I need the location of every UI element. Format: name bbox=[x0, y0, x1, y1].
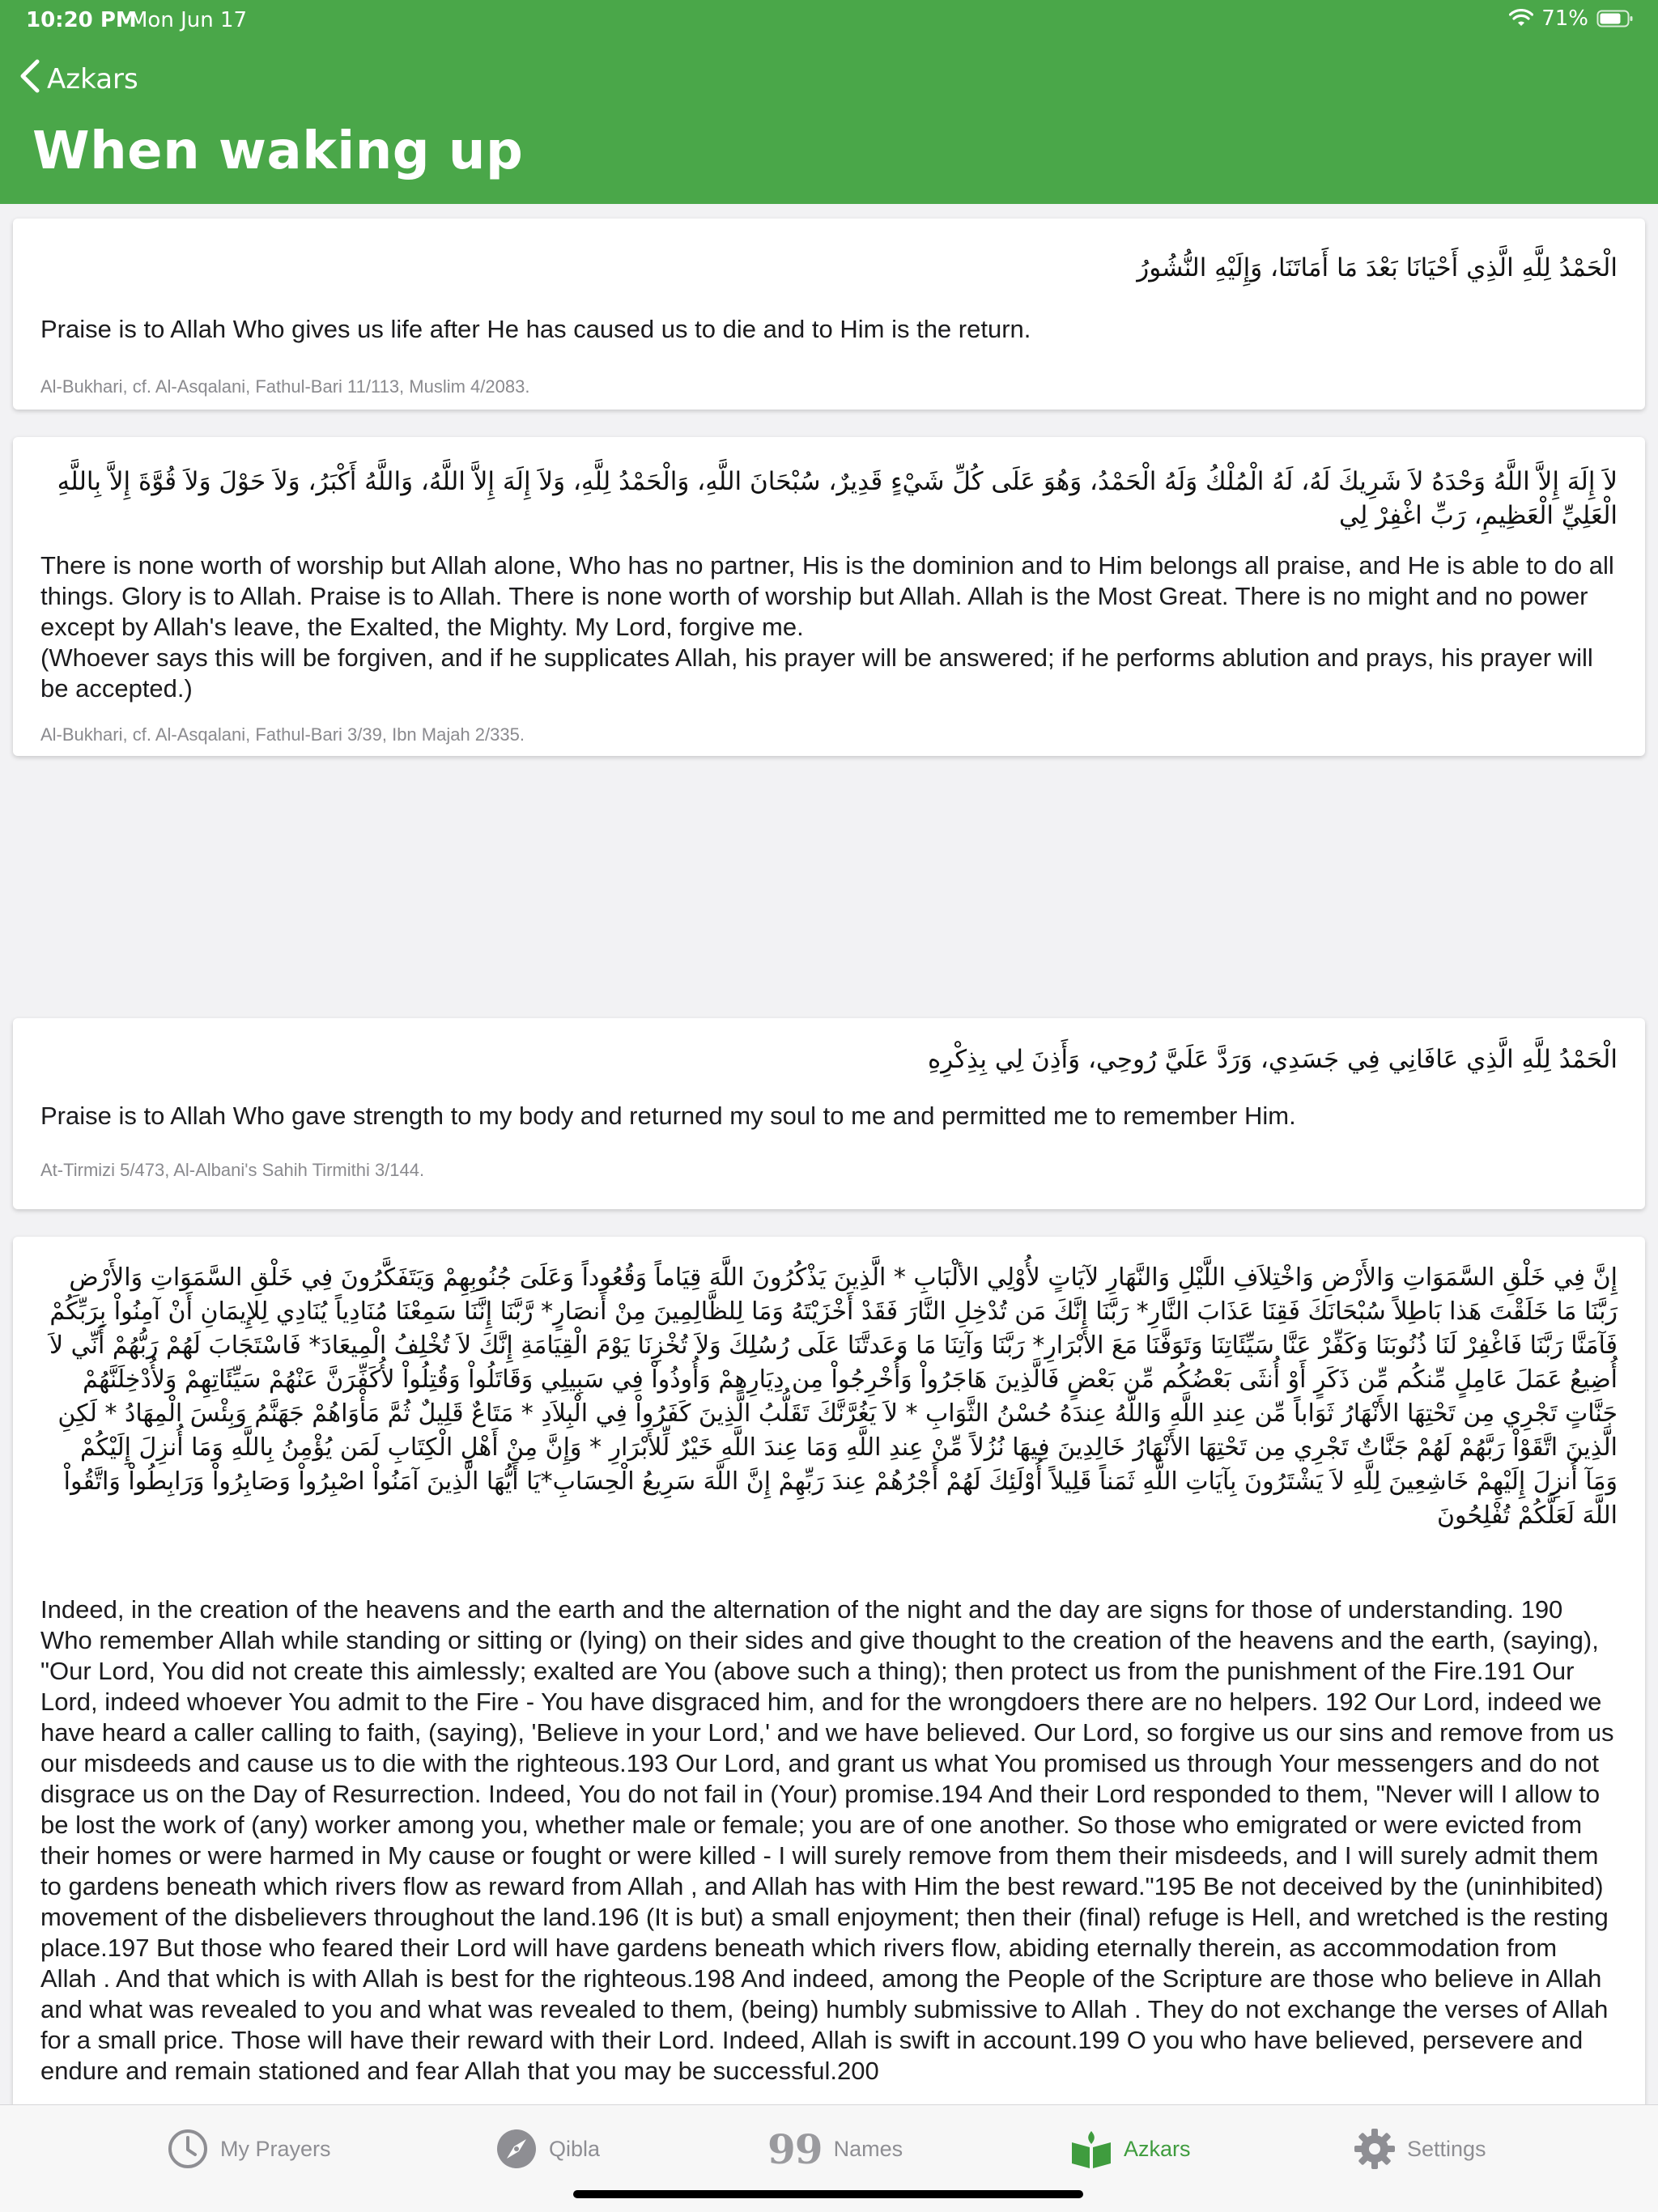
wifi-icon bbox=[1509, 9, 1533, 28]
azkar-arabic: لاَ إِلَهَ إِلاَّ اللَّهُ وَحْدَهُ لاَ شَرِيكَ لَهُ، لَهُ الْمُلْكُ وَلَهُ الْحَمْدُ، وَهُوَ عَلَى كُلِّ شَيْءٍ قَدِيرٌ، سُبْحَانَ اللَّهِ، وَالْحَمْدُ لِلَّهِ، وَلاَ إِلَهَ إِلاَّ اللَّهُ، وَاللَّهُ أَكْبَرُ، وَلاَ حَوْلَ وَلاَ قُوَّةَ إِلاَّ بِاللَّهِ الْعَلِيِّ الْعَظِيمِ، رَبِّ اغْفِرْ لِي bbox=[57, 467, 1618, 530]
battery-icon bbox=[1596, 9, 1634, 28]
tab-settings[interactable] bbox=[1354, 2125, 1486, 2173]
status-time: 10:20 PM bbox=[26, 8, 137, 32]
page-title: When waking up bbox=[32, 121, 524, 181]
nav-header bbox=[0, 0, 1658, 204]
azkar-arabic: إِنَّ فِي خَلْقِ السَّمَوَاتِ وَالأَرْضِ وَاخْتِلاَفِ اللَّيْلِ وَالنَّهَارِ لآيَاتٍ لأُوْلِي الألْبَابِ * الَّذِينَ يَذْكُرُونَ اللَّهَ قِيَاماً وَقُعُوداً وَعَلَىَ جُنُوبِهِمْ وَيَتَفَكَّرُونَ فِي خَلْقِ السَّمَوَاتِ وَالأَرْضِ رَبَّنَا مَا خَلَقْتَ هَذا بَاطِلاً سُبْحَانَكَ فَقِنَا عَذَابَ النَّارِ* رَبَّنَا إِنَّكَ مَن تُدْخِلِ النَّارَ فَقَدْ أَخْزَيْتَهُ وَمَا لِلظَّالِمِينَ مِنْ أَنصَارٍ* رَّبَّنَا إِنَّنَا سَمِعْنَا مُنَادِياً يُنَادِي لِلإِيمَانِ أَنْ آمِنُواْ بِرَبِّكُمْ فَآمَنَّا رَبَّنَا فَاغْفِرْ لَنَا ذُنُوبَنَا وَكَفِّرْ عَنَّا سَيِّئَاتِنَا وَتَوَفَّنَا مَعَ الأبْرَارِ* رَبَّنَا وَآتِنَا مَا وَعَدتَّنَا عَلَى رُسُلِكَ وَلاَ تُخْزِنَا يَوْمَ الْقِيَامَةِ إِنَّكَ لاَ تُخْلِفُ الْمِيعَادَ* فَاسْتَجَابَ لَهُمْ رَبُّهُمْ أَنِّي لاَ أُضِيعُ عَمَلَ عَامِلٍ مِّنكُم مِّن ذَكَرٍ أَوْ أُنثَى بَعْضُكُم مِّن بَعْضٍ فَالَّذِينَ هَاجَرُواْ وَأُخْرِجُواْ مِن دِيَارِهِمْ وَأُوذُواْ فِي سَبِيلِي وَقَاتَلُواْ وَقُتِلُواْ لأُكَفِّرَنَّ عَنْهُمْ سَيِّئَاتِهِمْ وَلأُدْخِلَنَّهُمْ جَنَّاتٍ تَجْرِي مِن تَحْتِهَا الأَنْهَارُ ثَوَاباً مِّن عِندِ اللَّهِ وَاللَّهُ عِندَهُ حُسْنُ الثَّوَابِ * لاَ يَغُرَّنَّكَ تَقَلُّبُ الَّذِينَ كَفَرُواْ فِي الْبِلاَدِ * مَتَاعٌ قَلِيلٌ ثُمَّ مَأْوَاهُمْ جَهَنَّمُ وَبِئْسَ الْمِهَادُ * لَكِنِ الَّذِينَ اتَّقَوْاْ رَبَّهُمْ لَهُمْ جَنَّاتٌ تَجْرِي مِن تَحْتِهَا الأَنْهَارُ خَالِدِينَ فِيهَا نُزُلاً مِّنْ عِندِ اللَّهِ وَمَا عِندَ اللَّهِ خَيْرٌ لِّلأَبْرَارِ * وَإِنَّ مِنْ أَهْلِ الْكِتَابِ لَمَن يُؤْمِنُ بِاللَّهِ وَمَا أُنزِلَ إِلَيْكُمْ وَمَآ أُنزِلَ إِلَيْهِمْ خَاشِعِينَ لِلَّهِ لاَ يَشْتَرُونَ بِآيَاتِ اللَّهِ ثَمَناً قَلِيلاً أُوْلَئِكَ لَهُمْ أَجْرُهُمْ عِندَ رَبِّهِمْ إِنَّ اللَّهَ سَرِيعُ الْحِسَابِ*يَا أَيُّهَا الَّذِينَ آمَنُواْ اصْبِرُواْ وَصَابِرُواْ وَرَابِطُواْ وَاتَّقُواْ اللَّهَ لَعَلَّكُمْ تُفْلِحُونَ bbox=[49, 1263, 1618, 1530]
compass-icon bbox=[495, 2128, 538, 2170]
chevron-left-icon bbox=[18, 58, 42, 101]
back-label: Azkars bbox=[47, 63, 138, 96]
azkar-translation: Indeed, in the creation of the heavens and the earth and the alternation of the night and the day are signs for those of understanding. 190 Who remember Allah while standing or sitting or (lying) on their sides and give thought to the creation of the heavens and the earth, (saying), "Our Lord, You did not create this aimlessly; exalted are You (above such a thing); then protect us from the punishment of the Fire.191 Our Lord, indeed whoever You admit to the Fire - You have disgraced him, and for the wrongdoers there are no helpers. 192 Our Lord, indeed we have heard a caller calling to faith, (saying), 'Believe in your Lord,' and we have believed. Our Lord, so forgive us our sins and remove from us our misdeeds and cause us to die with the righteous.193 Our Lord, and grant us what You promised us through Your messengers and do not disgrace us on the Day of Resurrection. Indeed, You do not fail in (Your) promise.194 And their Lord responded to them, "Never will I allow to be lost the work of (any) worker among you, whether male or female; you are of one another. So those who emigrated or were evicted from their homes or were harmed in My cause or fought or were killed - I will surely remove from them their misdeeds, and I will surely admit them to gardens beneath which rivers flow as reward from Allah , and Allah has with Him the best reward."195 Be not deceived by the (uninhibited) movement of the disbelievers throughout the land.196 (It is but) a small enjoyment; then their (final) refuge is Hell, and wretched is the resting place.197 But those who feared their Lord will have gardens beneath which rivers flow, abiding eternally therein, as accommodation from Allah . And that which is with Allah is best for the righteous.198 And indeed, among the People of the Scripture are those who believe in Allah and what was revealed to you and what was revealed to them, (being) humbly submissive to Allah . They do not exchange the verses of Allah for a small price. Those will have their reward with their Lord. Indeed, Allah is swift in account.199 O you who have believed, persevere and endure and remain stationed and fear Allah that you may be successful.200 bbox=[40, 1595, 1614, 2085]
home-indicator[interactable] bbox=[573, 2190, 1083, 2198]
azkar-reference: At-Tirmizi 5/473, Al-Albani's Sahih Tirmithi 3/144. bbox=[40, 1160, 425, 1180]
status-date: Mon Jun 17 bbox=[130, 8, 248, 32]
azkar-card bbox=[13, 1237, 1645, 2201]
battery-percent: 71% bbox=[1541, 6, 1588, 31]
tab-names[interactable] bbox=[767, 2125, 903, 2173]
tab-my-prayers[interactable] bbox=[167, 2125, 331, 2173]
tab-label: Qibla bbox=[549, 2136, 601, 2161]
azkar-card bbox=[13, 1018, 1645, 1209]
azkar-arabic: الْحَمْدُ لِلَّهِ الَّذِي عَافَانِي فِي جَسَدِي، وَرَدَّ عَلَيَّ رُوحِي، وَأَذِنَ لِي بِذِكْرِهِ bbox=[927, 1045, 1618, 1074]
azkar-reference: Al-Bukhari, cf. Al-Asqalani, Fathul-Bari 3/39, Ibn Majah 2/335. bbox=[40, 724, 525, 745]
status-indicators bbox=[1509, 6, 1634, 31]
azkar-card bbox=[13, 437, 1645, 756]
names-99-icon: 99 bbox=[767, 2125, 823, 2173]
azkar-translation: Praise is to Allah Who gave strength to my body and returned my soul to me and permitted me to remember Him. bbox=[40, 1102, 1296, 1130]
back-button[interactable] bbox=[18, 58, 138, 100]
clock-icon bbox=[167, 2128, 209, 2170]
book-icon bbox=[1070, 2128, 1112, 2170]
azkar-translation: Praise is to Allah Who gives us life after He has caused us to die and to Him is the return. bbox=[40, 315, 1031, 343]
azkar-translation: There is none worth of worship but Allah alone, Who has no partner, His is the dominion and to Him belongs all praise, and He is able to do all things. Glory is to Allah. Praise is to Allah. There is none worth of worship but Allah. Allah is the Most Great. There is no might and no power except by Allah's leave, the Exalted, the Mighty. My Lord, forgive me. (Whoever says this will be forgiven, and if he supplicates Allah, his prayer will be answered; if he performs ablution and prays, his prayer will be accepted.) bbox=[40, 551, 1614, 703]
tab-qibla[interactable] bbox=[495, 2125, 600, 2173]
tab-label: My Prayers bbox=[220, 2136, 331, 2161]
tab-label: Names bbox=[833, 2136, 903, 2161]
tab-label: Settings bbox=[1407, 2136, 1486, 2161]
azkar-card bbox=[13, 219, 1645, 410]
status-bar bbox=[0, 0, 1658, 39]
tab-label: Azkars bbox=[1124, 2136, 1191, 2161]
gear-icon bbox=[1354, 2128, 1396, 2170]
tab-azkars[interactable] bbox=[1070, 2125, 1191, 2173]
azkar-arabic: الْحَمْدُ لِلَّهِ الَّذِي أَحْيَانَا بَعْدَ مَا أَمَاتَنَا، وَإِلَيْهِ النُّشُورُ bbox=[1137, 253, 1618, 282]
azkar-reference: Al-Bukhari, cf. Al-Asqalani, Fathul-Bari 11/113, Muslim 4/2083. bbox=[40, 376, 530, 397]
